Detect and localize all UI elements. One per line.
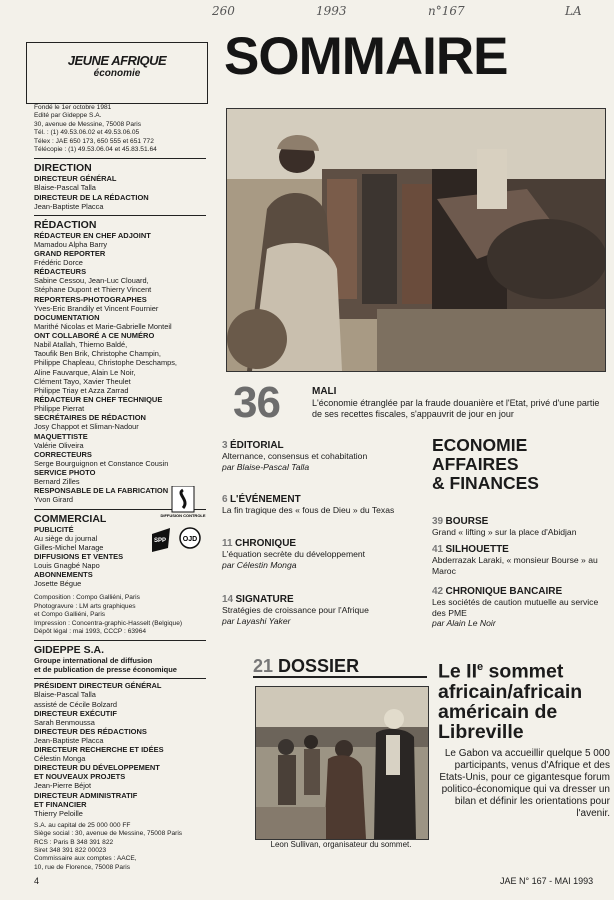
credit-name: Philippe Chapleau, Christophe Deschamps,	[34, 358, 177, 368]
credit-role: ABONNEMENTS	[34, 570, 93, 580]
toc-heading: ÉDITORIAL	[229, 440, 284, 451]
toc-item-silhouette[interactable]	[432, 544, 610, 576]
credit-name: Sarah Benmoussa	[34, 717, 95, 727]
toc-author: par Alain Le Noir	[432, 618, 496, 629]
cover-story-text: L'économie étranglée par la fraude douanière et l'Etat, privé d'une partie de ses recettes fiscales, s'appauvrit de jour en jour	[312, 398, 600, 419]
credit-role: MAQUETTISTE	[34, 431, 88, 441]
toc-description: La fin tragique des « fous de Dieu » du Texas	[222, 505, 395, 516]
legal-line: RCS : Paris B 348 391 822	[34, 838, 114, 846]
credit-name: Clément Tayo, Xavier Theulet	[34, 376, 131, 386]
divider	[34, 678, 206, 679]
toc-item-chronique-bancaire[interactable]	[432, 586, 610, 629]
toc-heading: BOURSE	[445, 516, 489, 527]
section-heading-line: AFFAIRES	[432, 454, 519, 474]
print-line: Composition : Compo Galliéni, Paris	[34, 594, 140, 602]
credit-name: Marithé Nicolas et Marie-Gabrielle Monteil	[34, 321, 172, 331]
credit-name: Bernard Zilles	[34, 477, 80, 487]
section-heading-line: & FINANCES	[432, 473, 539, 493]
credit-role: ONT COLLABORÉ A CE NUMÉRO	[34, 331, 155, 341]
divider	[34, 640, 206, 641]
dossier-title	[438, 657, 610, 742]
masthead-logo	[26, 42, 208, 104]
credit-name: Célestin Monga	[34, 754, 86, 764]
diffusion-controle-emblem	[160, 486, 205, 518]
page-number: 4	[34, 876, 40, 886]
credit-role: SERVICE PHOTO	[34, 468, 96, 478]
credit-role: RÉDACTEUR EN CHEF TECHNIQUE	[34, 395, 163, 405]
toc-page-number: 6	[222, 494, 228, 505]
phone-line: Tél. : (1) 49.53.06.02 et 49.53.06.05	[34, 129, 140, 137]
credit-name: Blaise-Pascal Talla	[34, 183, 96, 193]
logo-subtitle: économie	[93, 68, 141, 79]
divider	[34, 215, 206, 216]
summit-scene-illustration	[256, 687, 428, 839]
toc-item-signature[interactable]	[222, 594, 422, 626]
credit-name: Yves-Eric Brandily et Vincent Fournier	[34, 303, 159, 313]
section-heading-line: ECONOMIE	[432, 435, 528, 455]
toc-item-chronique[interactable]	[222, 538, 422, 570]
handwritten-note: 260	[212, 4, 235, 18]
divider	[34, 158, 206, 159]
credit-role: RESPONSABLE DE LA FABRICATION	[34, 486, 169, 496]
legal-line: 10, rue de Florence, 75008 Paris	[34, 863, 131, 871]
toc-heading: CHRONIQUE	[234, 538, 297, 549]
logo-title: JEUNE AFRIQUE	[67, 53, 167, 68]
cover-page-number: 36	[233, 378, 280, 427]
credit-name: Mamadou Alpha Barry	[34, 239, 108, 249]
dossier-summary: Le Gabon va accueillir quelque 5 000 participants, venus d'Afrique et des Etats-Unis, pour ce gigantesque forum politico-économique qui va dresser un bilan et définir les orientations pour l'avenir.	[439, 748, 610, 819]
credit-name: Stéphane Dupont et Thierry Vincent	[34, 285, 152, 295]
toc-description: Abderrazak Laraki, « monsieur Bourse » au Maroc	[432, 555, 598, 576]
telex-line: Télex : JAE 650 173, 650 555 et 651 772	[34, 137, 154, 145]
legal-line: S.A. au capital de 25 000 000 FF	[34, 821, 131, 829]
credit-role: RÉDACTEURS	[34, 267, 87, 277]
legal-line: Siège social : 30, avenue de Messine, 75008 Paris	[34, 830, 183, 838]
handwritten-note: n°167	[428, 4, 465, 18]
toc-heading: CHRONIQUE BANCAIRE	[445, 586, 563, 597]
emblem-label: SPP	[153, 538, 167, 544]
toc-page-number: 11	[222, 538, 233, 549]
certification-emblems	[150, 486, 210, 556]
toc-description: Stratégies de croissance pour l'Afrique	[222, 605, 369, 616]
credit-role: RÉDACTEUR EN CHEF ADJOINT	[34, 230, 151, 240]
dossier-page-number: 21	[253, 656, 274, 676]
toc-item-evenement[interactable]	[222, 494, 422, 516]
credit-role: DIRECTEUR GÉNÉRAL	[34, 174, 117, 184]
credit-name: Frédéric Dorce	[34, 258, 83, 268]
credit-name: Jean-Baptiste Placca	[34, 735, 104, 745]
credit-role: DIRECTEUR RECHERCHE ET IDÉES	[34, 745, 164, 755]
market-scene-illustration	[227, 109, 605, 371]
address-line: 30, avenue de Messine, 75008 Paris	[34, 120, 142, 128]
credit-name: Nabil Atallah, Thierno Baldé,	[34, 340, 128, 350]
credit-name: Jean-Pierre Béjot	[34, 781, 92, 791]
credit-role: DIFFUSIONS ET VENTES	[34, 551, 124, 561]
credit-name: Thierry Peloille	[34, 808, 83, 818]
credit-name: Gilles-Michel Marage	[34, 542, 104, 552]
print-line: Photogravure : LM arts graphiques	[34, 602, 136, 610]
toc-description: Grand « lifting » sur la place d'Abidjan	[432, 527, 577, 538]
section-title-commercial: COMMERCIAL	[34, 512, 107, 525]
toc-page-number: 42	[432, 586, 444, 597]
gideppe-subtitle: Groupe international de diffusion	[34, 656, 153, 666]
credit-role: PUBLICITÉ	[34, 524, 74, 534]
print-line: Impression : Concentra-graphic-Hasselt (Belgique)	[34, 619, 183, 627]
toc-author: par Blaise-Pascal Talla	[222, 461, 310, 472]
credit-role: PRÉSIDENT DIRECTEUR GÉNÉRAL	[34, 681, 162, 691]
cover-story-label: MALI	[312, 386, 337, 397]
spp-emblem	[152, 528, 170, 552]
credit-name: Josette Bégue	[34, 579, 82, 589]
credit-role: DIRECTEUR DE LA RÉDACTION	[34, 192, 149, 202]
dossier-photo-caption: Leon Sullivan, organisateur du sommet.	[270, 840, 412, 849]
dossier-title-superscript: e	[477, 661, 484, 673]
credit-name: assisté de Cécile Bolzard	[34, 699, 117, 709]
section-title-redaction: RÉDACTION	[34, 218, 97, 231]
gideppe-subtitle: et de publication de presse économique	[34, 665, 177, 675]
credit-role: SECRÉTAIRES DE RÉDACTION	[34, 413, 146, 423]
print-line: et Compo Galliéni, Paris	[34, 611, 106, 619]
toc-item-editorial[interactable]	[222, 440, 422, 472]
section-title-gideppe: GIDEPPE S.A.	[34, 644, 105, 657]
handwritten-note: LA	[565, 4, 582, 18]
section-heading-economie	[432, 436, 607, 493]
toc-item-bourse[interactable]	[432, 516, 610, 538]
fax-line: Télécopie : (1) 49.53.06.04 et 45.83.51.64	[34, 146, 157, 154]
handwritten-note: 1993	[316, 4, 347, 18]
credit-name: Philippe Pierrat	[34, 404, 85, 414]
legal-line: Commissaire aux comptes : AACE,	[34, 855, 137, 863]
credit-role: DIRECTEUR ADMINISTRATIF	[34, 790, 138, 800]
toc-heading: L'ÉVÉNEMENT	[229, 494, 301, 505]
toc-page-number: 39	[432, 516, 444, 527]
page-title: SOMMAIRE	[224, 27, 508, 86]
dossier-heading[interactable]	[253, 656, 359, 677]
dossier-title-part: sommet africain/africain américain de Libreville	[438, 660, 583, 743]
toc-description: Alternance, consensus et cohabitation	[222, 451, 368, 462]
credit-name: Taoufik Ben Brik, Christophe Champin,	[34, 349, 161, 359]
credit-name: Sabine Cessou, Jean-Luc Clouard,	[34, 276, 149, 286]
credit-name: Philippe Triay et Azza Zarrad	[34, 386, 129, 396]
toc-author: par Célestin Monga	[222, 559, 297, 570]
credit-name: Blaise-Pascal Talla	[34, 690, 96, 700]
publisher-line: Edité par Gideppe S.A.	[34, 112, 102, 120]
dossier-title-part: Le II	[438, 660, 478, 683]
toc-heading: SILHOUETTE	[445, 544, 509, 555]
toc-description: L'équation secrète du développement	[222, 549, 366, 560]
credit-role: DIRECTEUR DU DÉVELOPPEMENT	[34, 763, 160, 773]
credit-name: Aline Fauvarque, Alain Le Noir,	[34, 367, 136, 377]
print-line: Dépôt légal : mai 1993, CCCP : 63964	[34, 627, 147, 635]
toc-page-number: 14	[222, 594, 234, 605]
emblem-label: OJD	[182, 536, 198, 543]
credit-role: GRAND REPORTER	[34, 249, 106, 259]
credit-name: Jean-Baptiste Placca	[34, 201, 104, 211]
ojd-emblem	[180, 528, 200, 548]
credit-name: Valérie Oliveira	[34, 440, 84, 450]
founded-line: Fondé le 1er octobre 1981	[34, 104, 112, 111]
toc-page-number: 41	[432, 544, 444, 555]
credit-name: Au siège du journal	[34, 533, 98, 543]
legal-line: Siret 348 391 822 00023	[34, 846, 107, 854]
issue-footer: JAE N° 167 - MAI 1993	[500, 876, 594, 886]
credit-name: Serge Bourguignon et Constance Cousin	[34, 458, 169, 468]
credit-role: ET FINANCIER	[34, 799, 87, 809]
credit-role: DOCUMENTATION	[34, 312, 100, 322]
toc-description: Les sociétés de caution mutuelle au service des PME	[432, 597, 599, 618]
credit-name: Yvon Girard	[34, 495, 74, 505]
cover-photo-mali-market	[226, 108, 606, 372]
credit-role: CORRECTEURS	[34, 449, 92, 459]
credit-role: DIRECTEUR DES RÉDACTIONS	[34, 726, 147, 736]
section-title-direction: DIRECTION	[34, 162, 92, 175]
credit-role: REPORTERS-PHOTOGRAPHES	[34, 294, 147, 304]
toc-page-number: 3	[222, 440, 228, 451]
toc-heading: SIGNATURE	[235, 594, 294, 605]
credit-role: ET NOUVEAUX PROJETS	[34, 772, 126, 782]
credit-role: DIRECTEUR EXÉCUTIF	[34, 708, 117, 718]
dossier-photo-leon-sullivan	[255, 686, 429, 840]
toc-author: par Layashi Yaker	[222, 615, 291, 626]
dossier-label: DOSSIER	[278, 656, 360, 676]
emblem-label: DIFFUSION CONTROLE	[160, 513, 206, 518]
credit-name: Josy Chappot et Sliman-Nadour	[34, 422, 139, 432]
credit-name: Louis Gnagbé Napo	[34, 560, 100, 570]
